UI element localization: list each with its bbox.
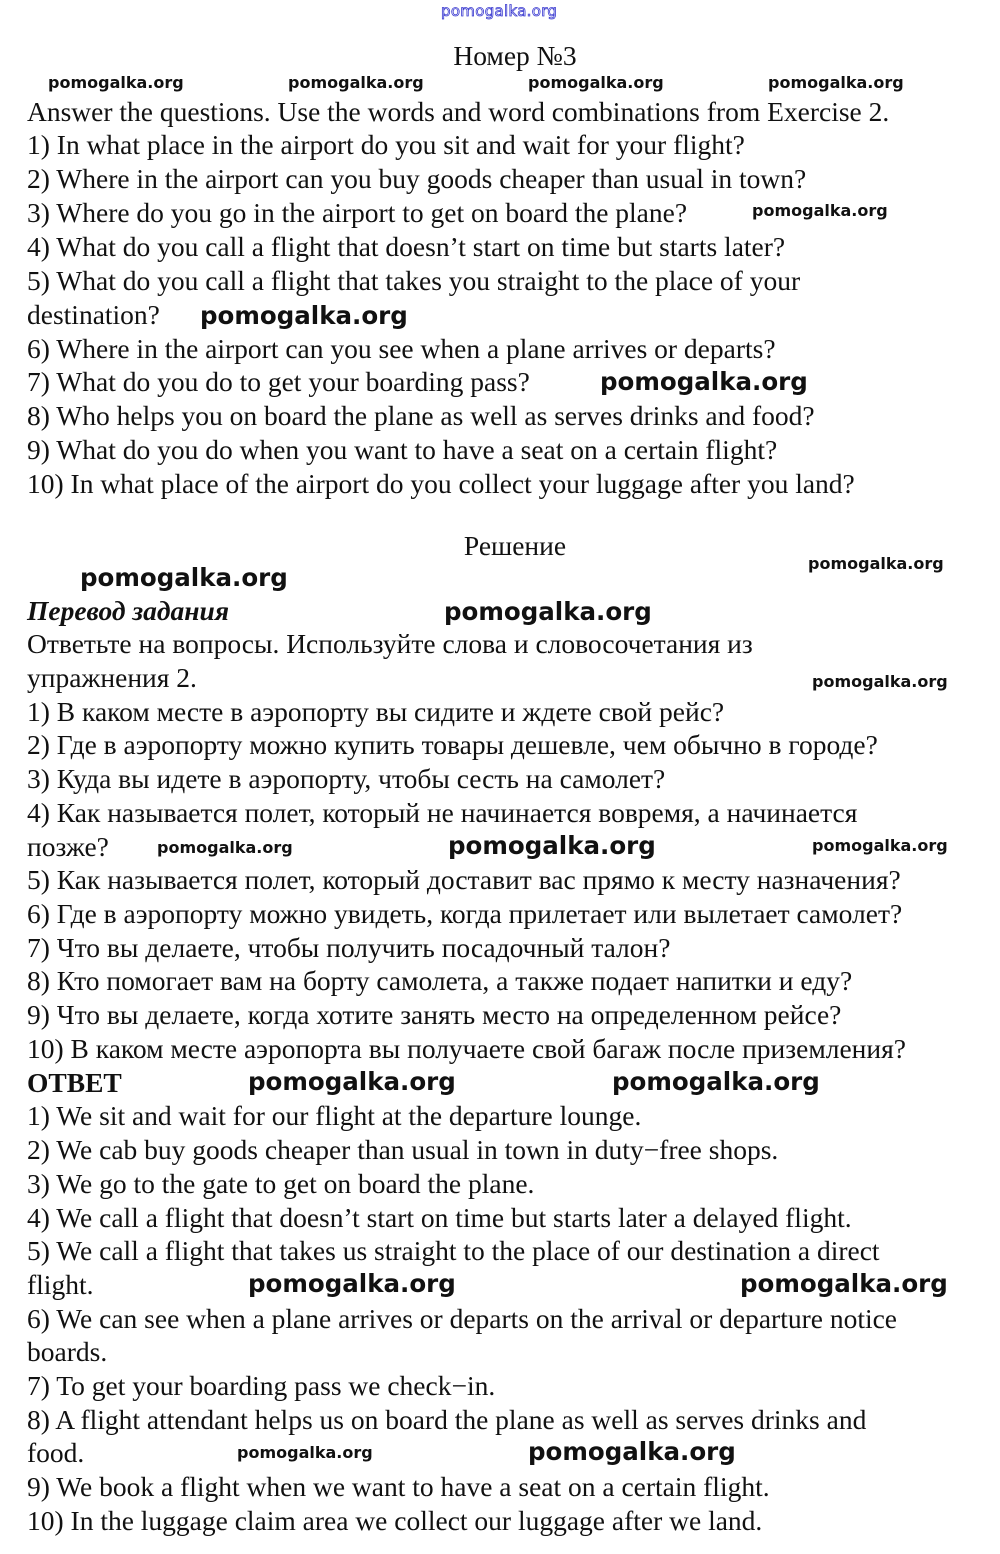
site-logo-watermark: pomogalka.org <box>441 2 558 20</box>
question: 2) Where in the airport can you buy goods cheaper than usual in town? <box>27 163 807 194</box>
translation-heading: Перевод задания <box>27 595 229 626</box>
translation-line: позже? <box>27 831 109 862</box>
answer-heading: ОТВЕТ <box>27 1067 122 1098</box>
translation-line: 10) В каком месте аэропорта вы получаете свой багаж после приземления? <box>27 1033 906 1064</box>
question: 10) In what place of the airport do you collect your luggage after you land? <box>27 468 855 499</box>
answer-line: flight. <box>27 1269 94 1300</box>
page-title: Номер №3 <box>453 40 577 71</box>
translation-line: 4) Как называется полет, который не начинается вовремя, а начинается <box>27 797 858 828</box>
answer-line: 1) We sit and wait for our flight at the departure lounge. <box>27 1100 642 1131</box>
watermark: pomogalka.org <box>48 73 184 92</box>
watermark: pomogalka.org <box>808 554 944 573</box>
answer-line: 9) We book a flight when we want to have a seat on a certain flight. <box>27 1471 770 1502</box>
watermark: pomogalka.org <box>248 1269 456 1298</box>
translation-line: 9) Что вы делаете, когда хотите занять место на определенном рейсе? <box>27 999 842 1030</box>
watermark: pomogalka.org <box>612 1067 820 1096</box>
translation-line: 8) Кто помогает вам на борту самолета, а также подает напитки и еду? <box>27 965 853 996</box>
watermark: pomogalka.org <box>80 563 288 592</box>
watermark: pomogalka.org <box>444 597 652 626</box>
watermark: pomogalka.org <box>237 1443 373 1462</box>
translation-line: 7) Что вы делаете, чтобы получить посадочный талон? <box>27 932 671 963</box>
answer-line: boards. <box>27 1336 108 1367</box>
answer-line: 5) We call a flight that takes us straight to the place of our destination a direct <box>27 1235 880 1266</box>
watermark: pomogalka.org <box>288 73 424 92</box>
translation-line: упражнения 2. <box>27 662 197 693</box>
watermark: pomogalka.org <box>528 73 664 92</box>
translation-line: 5) Как называется полет, который доставит вас прямо к месту назначения? <box>27 864 901 895</box>
translation-line: Ответьте на вопросы. Используйте слова и словосочетания из <box>27 628 753 659</box>
watermark: pomogalka.org <box>157 838 293 857</box>
watermark: pomogalka.org <box>752 201 888 220</box>
translation-line: 1) В каком месте в аэропорту вы сидите и ждете свой рейс? <box>27 696 725 727</box>
answer-line: food. <box>27 1437 85 1468</box>
watermark: pomogalka.org <box>200 301 408 330</box>
answer-line: 4) We call a flight that doesn’t start on time but starts later a delayed flight. <box>27 1202 852 1233</box>
watermark: pomogalka.org <box>448 831 656 860</box>
question: 9) What do you do when you want to have a seat on a certain flight? <box>27 434 778 465</box>
watermark: pomogalka.org <box>812 672 948 691</box>
answer-line: 8) A flight attendant helps us on board the plane as well as serves drinks and <box>27 1404 867 1435</box>
answer-line: 7) To get your boarding pass we check−in. <box>27 1370 496 1401</box>
question: 3) Where do you go in the airport to get on board the plane? <box>27 197 688 228</box>
watermark: pomogalka.org <box>768 73 904 92</box>
question: 8) Who helps you on board the plane as well as serves drinks and food? <box>27 400 815 431</box>
translation-line: 3) Куда вы идете в аэропорту, чтобы сесть на самолет? <box>27 763 666 794</box>
question: 6) Where in the airport can you see when a plane arrives or departs? <box>27 333 776 364</box>
answer-line: 10) In the luggage claim area we collect our luggage after we land. <box>27 1505 763 1536</box>
watermark: pomogalka.org <box>740 1269 948 1298</box>
question: 4) What do you call a flight that doesn’t start on time but starts later? <box>27 231 786 262</box>
answer-line: 3) We go to the gate to get on board the plane. <box>27 1168 535 1199</box>
question: 1) In what place in the airport do you sit and wait for your flight? <box>27 129 745 160</box>
question: 7) What do you do to get your boarding pass? <box>27 366 530 397</box>
solution-heading: Решение <box>463 530 567 561</box>
watermark: pomogalka.org <box>528 1437 736 1466</box>
task-intro: Answer the questions. Use the words and word combinations from Exercise 2. <box>27 96 890 127</box>
question: destination? <box>27 299 160 330</box>
question: 5) What do you call a flight that takes you straight to the place of your <box>27 265 801 296</box>
watermark: pomogalka.org <box>600 367 808 396</box>
answer-line: 6) We can see when a plane arrives or departs on the arrival or departure notice <box>27 1303 898 1334</box>
translation-line: 6) Где в аэропорту можно увидеть, когда прилетает или вылетает самолет? <box>27 898 903 929</box>
translation-line: 2) Где в аэропорту можно купить товары дешевле, чем обычно в городе? <box>27 729 878 760</box>
watermark: pomogalka.org <box>248 1067 456 1096</box>
watermark: pomogalka.org <box>812 836 948 855</box>
answer-line: 2) We cab buy goods cheaper than usual in town in duty−free shops. <box>27 1134 779 1165</box>
